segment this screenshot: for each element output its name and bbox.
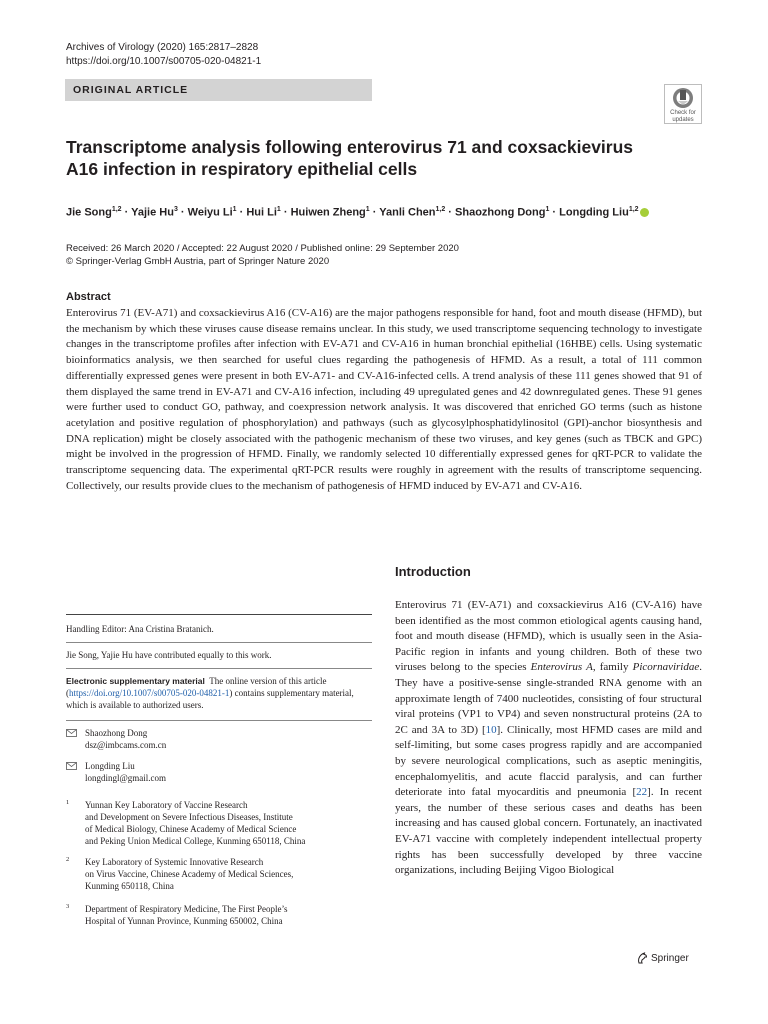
springer-horse-icon — [636, 952, 648, 964]
publisher-name: Springer — [651, 953, 689, 964]
author-separator: · — [549, 206, 560, 219]
author-affiliation-marker: 3 — [173, 206, 178, 213]
handling-editor-note: Handling Editor: Ana Cristina Bratanich. — [66, 624, 214, 634]
author-affiliation-marker: 1,2 — [111, 206, 122, 213]
author-separator: · — [445, 206, 456, 219]
author-name: Huiwen Zheng — [290, 206, 366, 219]
abstract-text: Enterovirus 71 (EV-A71) and coxsackievirus A16 (CV-A16) are the major pathogens responsible for hand, foot and mouth disease (HFMD), but the mechanism by which these viruses cause disease remains unclear. In this study, we used transcriptome sequencing technology to investigate changes in the transcriptome profiles after infection with EV-A71 and CV-A16 in human bronchial epithelial (16HBE) cells. Using systematic bioinformatics analysis, we then searched for useful clues regarding the pathogenesis of HFMD. As a result, a total of 111 common differentially expressed genes were present in both EV-A71- and CV-A16-infected cells. A trend analysis of these 111 genes showed that 91 of them displayed the same trend in EV-A71 and CV-A16 infection, including 49 upregulated genes and 42 downregulated genes. These 91 genes were further used to conduct GO, pathway, and coexpression network analysis. It was discovered that enriched GO terms (such as histone acetylation and positive regulation of phosphorylation) and pathways (such as glycosylphosphatidylinositol (GPI)-anchor biosynthesis and DNA replication) might be closely associated with the pathogenic mechanism of these two viruses, and key genes (such as TBCK and GPC) might be involved in the progression of HFMD. Finally, we randomly selected 10 differentially expressed genes for qRT-PCR to validate the transcriptome sequencing data. The experimental qRT-PCR results were roughly in agreement with the results of transcriptome sequencing. Collectively, our results provide clues to the mechanism of pathogenesis of HFMD induced by EV-A71 and CV-A16. — [66, 307, 702, 492]
affiliation: 2 Key Laboratory of Systemic Innovative Research on Virus Vaccine, Chinese Academy of Medical Sciences, Kunming 650118, China — [66, 856, 294, 891]
author-affiliation-marker: 1 — [365, 206, 370, 213]
author-name: Longding Liu — [559, 206, 629, 219]
contact-name: Longding Liu — [85, 761, 135, 771]
author-name: Yanli Chen — [379, 206, 436, 219]
author-name: Shaozhong Dong — [455, 206, 546, 219]
supplementary-link[interactable]: https://doi.org/10.1007/s00705-020-04821-1 — [69, 688, 230, 698]
author-name: Weiyu Li — [187, 206, 233, 219]
author-name: Yajie Hu — [131, 206, 174, 219]
family-name: Picornaviridae — [632, 661, 700, 674]
footnote-divider — [66, 642, 372, 643]
article-title — [66, 136, 666, 180]
title-line-1: Transcriptome analysis following enterovirus 71 and coxsackievirus — [66, 137, 634, 157]
affiliation: 1 Yunnan Key Laboratory of Vaccine Research and Development on Severe Infectious Diseases, Institute of Medical Biology, Chinese Academy of Medical Science and Peking Union Medical College, Kunming 650118, China — [66, 799, 306, 846]
author-separator: · — [177, 206, 188, 219]
corresponding-author — [66, 760, 372, 784]
author-affiliation-marker: 1 — [276, 206, 281, 213]
introduction-heading: Introduction — [395, 564, 471, 579]
equal-contribution-note: Jie Song, Yajie Hu have contributed equally to this work. — [66, 650, 272, 660]
author-separator: · — [236, 206, 247, 219]
check-for-updates-badge[interactable] — [664, 84, 702, 124]
history-dates: Received: 26 March 2020 / Accepted: 22 August 2020 / Published online: 29 September 2020 — [66, 243, 459, 254]
supplementary-material-note: Electronic supplementary material The online version of this article (https://doi.org/10.1007/s00705-020-04821-1) contains supplementary material, which is available to authorized users. — [66, 676, 354, 710]
envelope-icon — [66, 762, 77, 770]
envelope-icon — [66, 729, 77, 737]
check-updates-text: Check for updates — [670, 110, 696, 123]
author-affiliation-marker: 1 — [232, 206, 237, 213]
doi-link[interactable]: https://doi.org/10.1007/s00705-020-04821-1 — [66, 56, 262, 67]
author-separator: · — [280, 206, 291, 219]
crossmark-icon — [672, 87, 694, 109]
orcid-icon[interactable] — [640, 208, 649, 217]
contact-email[interactable]: longdingl@gmail.com — [85, 773, 167, 783]
citation-link[interactable]: 22 — [636, 786, 648, 799]
author-list — [66, 203, 706, 220]
author-name: Hui Li — [246, 206, 277, 219]
article-type-label: ORIGINAL ARTICLE — [65, 79, 372, 101]
footnote-divider — [66, 614, 372, 615]
journal-citation: Archives of Virology (2020) 165:2817–2828 — [66, 42, 259, 53]
affiliation-number: 1 — [66, 799, 70, 806]
footnote-divider — [66, 720, 372, 721]
copyright-line: © Springer-Verlag GmbH Austria, part of Springer Nature 2020 — [66, 256, 330, 267]
citation-link[interactable]: 10 — [485, 723, 497, 736]
author-name: Jie Song — [66, 206, 112, 219]
contact-email[interactable]: dsz@imbcams.com.cn — [85, 740, 167, 750]
footnote-divider — [66, 668, 372, 669]
author-affiliation-marker: 1,2 — [628, 206, 639, 213]
author-affiliation-marker: 1 — [545, 206, 550, 213]
affiliation: 3 Department of Respiratory Medicine, The First People’s Hospital of Yunnan Province, Kunming 650002, China — [66, 903, 288, 926]
author-separator: · — [369, 206, 380, 219]
affiliation-number: 3 — [66, 903, 70, 910]
author-separator: · — [121, 206, 132, 219]
author-affiliation-marker: 1,2 — [435, 206, 446, 213]
introduction-paragraph: Enterovirus 71 (EV-A71) and coxsackievirus A16 (CV-A16) have been identified as the most common etiological agents causing hand, foot and mouth disease (HFMD), which is usually seen in the Asia-Pacific region in infants and young children. Both of these two viruses belong to the species Enterovirus A, family Picornaviridae. They have a positive-sense single-stranded RNA genome with an approximate length of 7400 nucleotides, consisting of four structural viral proteins (VP1 to VP4) and seven nonstructural proteins (2A to 2C and 3A to 3D) [10]. Clinically, most HFMD cases are mild and self-limiting, but some cases progress rapidly and are accompanied by severe neurological complications, such as aseptic meningitis, encephalomyelitis, and acute flaccid paralysis, and can further deteriorate into fatal myocarditis and pneumonia [22]. In recent years, the number of these serious cases and deaths has been increasing and has caused global concern. Fortunately, an inactivated EV-A71 vaccine with completely independent intellectual property rights has been successfully developed by three vaccine organizations, including Beijing Vigoo Biological — [395, 599, 702, 877]
springer-logo — [636, 952, 689, 964]
contact-name: Shaozhong Dong — [85, 728, 148, 738]
title-line-2: A16 infection in respiratory epithelial cells — [66, 159, 418, 179]
genus-name: Enterovirus A — [530, 661, 593, 674]
abstract-heading: Abstract — [66, 291, 111, 303]
journal-header — [66, 41, 261, 69]
publication-dates — [66, 242, 459, 268]
supplementary-heading: Electronic supplementary material — [66, 676, 205, 686]
affiliation-number: 2 — [66, 856, 70, 863]
corresponding-author — [66, 727, 372, 751]
